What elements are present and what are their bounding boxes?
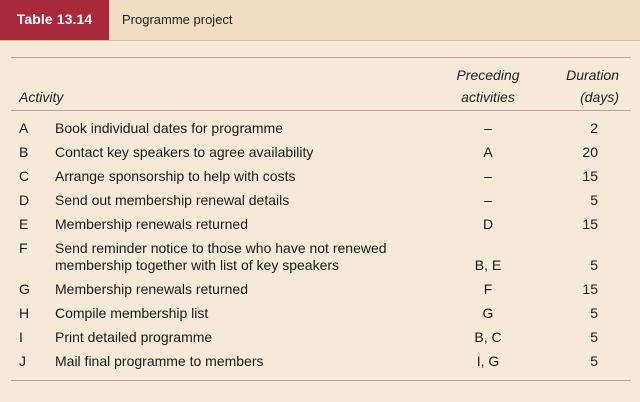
duration-days: 15 — [582, 280, 598, 297]
preceding-activities: – — [484, 167, 492, 184]
table-number-tag: Table 13.14 — [0, 0, 109, 40]
preceding-activities: F — [483, 280, 493, 297]
preceding-activities: I, G — [476, 352, 500, 369]
preceding-activities: G — [482, 304, 494, 321]
activity-code: G — [19, 280, 30, 297]
preceding-activities: D — [482, 215, 494, 232]
table-body — [0, 116, 640, 373]
duration-days: 2 — [590, 119, 598, 136]
table-row — [0, 140, 640, 164]
duration-days: 5 — [590, 191, 598, 208]
activity-code: C — [19, 167, 30, 184]
table-title: Programme project — [122, 12, 233, 27]
activity-description: Print detailed programme — [55, 328, 213, 345]
duration-days: 15 — [582, 215, 598, 232]
duration-days: 15 — [582, 167, 598, 184]
column-header-preceding — [432, 64, 544, 108]
activity-description: Compile membership list — [55, 304, 209, 321]
activity-description: Mail final programme to members — [55, 352, 264, 369]
column-header-preceding-line2: activities — [461, 89, 515, 105]
duration-days: 5 — [590, 328, 598, 345]
duration-days: 5 — [590, 352, 598, 369]
activity-description: Membership renewals returned — [55, 280, 248, 297]
activity-description: Book individual dates for programme — [55, 119, 284, 136]
activity-code: F — [19, 239, 28, 256]
activity-code: H — [19, 304, 30, 321]
top-rule — [11, 57, 631, 58]
preceding-activities: B, E — [474, 256, 502, 273]
column-header-duration-line2: (days) — [580, 89, 619, 105]
bottom-rule — [11, 380, 631, 381]
preceding-activities: – — [484, 191, 492, 208]
activity-code: D — [19, 191, 30, 208]
table-row — [0, 325, 640, 349]
header-rule — [11, 110, 631, 111]
activity-description: Send reminder notice to those who have not renewed membership together with list of key speakers — [55, 239, 387, 273]
table-row — [0, 116, 640, 140]
activity-description: Membership renewals returned — [55, 215, 248, 232]
activity-description: Send out membership renewal details — [55, 191, 290, 208]
duration-days: 20 — [582, 143, 598, 160]
table-row — [0, 349, 640, 373]
table-row — [0, 277, 640, 301]
table-row — [0, 188, 640, 212]
table-row — [0, 301, 640, 325]
preceding-activities: B, C — [474, 328, 502, 345]
activity-code: J — [19, 352, 26, 369]
activity-description: Contact key speakers to agree availability — [55, 143, 314, 160]
column-header-duration — [545, 64, 619, 108]
table-header-bar — [0, 0, 640, 41]
column-header-activity: Activity — [19, 89, 64, 105]
activity-code: A — [19, 119, 29, 136]
duration-days: 5 — [590, 256, 598, 273]
activity-code: I — [19, 328, 23, 345]
duration-days: 5 — [590, 304, 598, 321]
preceding-activities: – — [484, 119, 492, 136]
activity-code: E — [19, 215, 29, 232]
activity-code: B — [19, 143, 29, 160]
table-row — [0, 164, 640, 188]
table-row — [0, 236, 640, 277]
preceding-activities: A — [483, 143, 493, 160]
activity-description: Arrange sponsorship to help with costs — [55, 167, 296, 184]
column-header-duration-line1: Duration — [566, 67, 619, 83]
table-row — [0, 212, 640, 236]
column-header-preceding-line1: Preceding — [456, 67, 520, 83]
